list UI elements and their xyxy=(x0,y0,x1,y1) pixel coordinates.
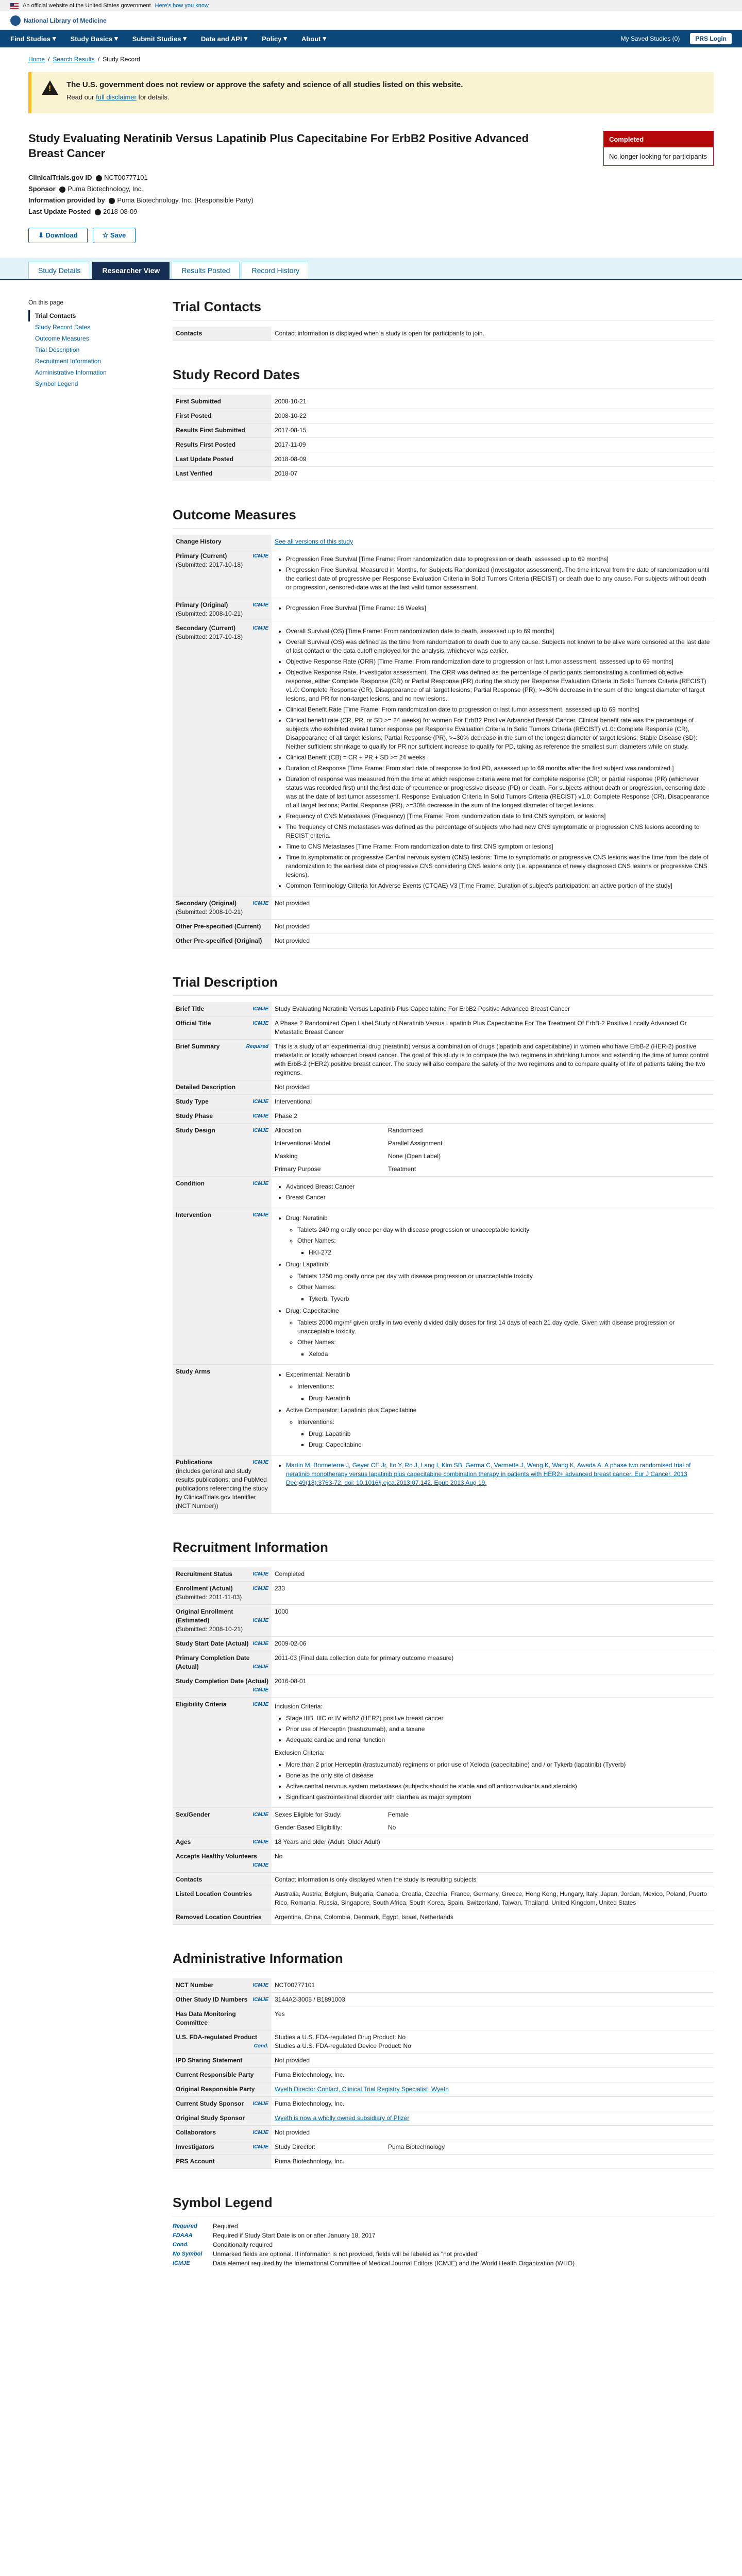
icmje-tag: ICMJE xyxy=(252,602,268,608)
tab-study-details[interactable]: Study Details xyxy=(28,262,90,279)
recruitment-section xyxy=(173,1539,714,1925)
field-value: 1000 xyxy=(272,1605,714,1637)
field-label: Sex/Gender xyxy=(176,1811,210,1818)
nav-study-basics[interactable]: Study Basics ▾ xyxy=(70,35,118,43)
arm-int-label: Interventions: xyxy=(297,1383,335,1390)
field-sub: (Submitted: 2017-10-18) xyxy=(176,633,243,640)
nav-about[interactable]: About ▾ xyxy=(301,35,327,43)
list-item: • Common Terminology Criteria for Adverse Events (CTCAE) V3 [Time Frame: Duration of subject's participation: an active portion of the study] xyxy=(286,882,711,890)
field-value: Puma Biotechnology, Inc. xyxy=(272,2068,714,2082)
tab-results-posted[interactable]: Results Posted xyxy=(172,262,240,279)
intervention-desc: ◦ Tablets 240 mg orally once per day with disease progression or unacceptable toxicity xyxy=(297,1226,711,1234)
field-value: 2017-08-15 xyxy=(272,423,714,438)
field-sub: (Submitted: 2017-10-18) xyxy=(176,561,243,568)
nav-submit-studies[interactable]: Submit Studies ▾ xyxy=(132,35,187,43)
sidebar-item-record-dates[interactable]: Study Record Dates xyxy=(35,324,91,331)
status-badge xyxy=(603,131,714,166)
legend-row xyxy=(173,2241,714,2248)
study-id: NCT00777101 xyxy=(104,174,148,181)
record-dates-section xyxy=(173,367,714,481)
field-label: NCT Number xyxy=(176,1981,214,1989)
field-label: Collaborators xyxy=(176,2129,216,2136)
sidebar-item-outcome-measures[interactable]: Outcome Measures xyxy=(35,335,89,342)
disclaimer-text: Read our full disclaimer for details. xyxy=(66,93,170,101)
cond-tag: Cond. xyxy=(254,2043,268,2049)
chevron-down-icon: ▾ xyxy=(114,35,118,42)
icmje-tag: ICMJE xyxy=(252,1664,268,1670)
disclaimer-alert xyxy=(28,72,714,113)
design-key: Masking xyxy=(275,1153,298,1160)
info-icon xyxy=(95,209,101,215)
icmje-tag: ICMJE xyxy=(252,1641,268,1647)
study-last-update: 2018-08-09 xyxy=(103,208,138,215)
field-value: 2018-07 xyxy=(272,467,714,481)
field-value: Contact information is displayed when a study is open for participants to join. xyxy=(272,327,714,341)
list-item: • Clinical Benefit Rate [Time Frame: From randomization date to progression or last tumor assessment, assessed up to 69 months] xyxy=(286,705,711,714)
design-key: Allocation xyxy=(275,1127,302,1134)
sex-key: Gender Based Eligibility: xyxy=(275,1824,342,1831)
field-label: Last Update Posted xyxy=(173,452,272,467)
field-value: 2016-08-01 xyxy=(272,1674,714,1698)
field-sub: (includes general and study results publications; and PubMed publications referencing the study by ClinicalTrials.gov Identifier (NCT Number)) xyxy=(176,1467,268,1510)
legend-text: Conditionally required xyxy=(213,2241,273,2248)
inclusion-heading: Inclusion Criteria: xyxy=(275,1703,323,1710)
field-value: Argentina, China, Colombia, Denmark, Egypt, Israel, Netherlands xyxy=(272,1910,714,1925)
arm-int: ▪ Drug: Lapatinib xyxy=(309,1430,711,1438)
other-name: ▪ Xeloda xyxy=(309,1350,711,1359)
icmje-tag: ICMJE xyxy=(252,1982,268,1988)
list-item: • Active central nervous system metastases (subjects should be stable and off anticonvulsants and steroids) xyxy=(286,1782,711,1791)
legend-symbol: FDAAA xyxy=(173,2232,193,2239)
icmje-tag: ICMJE xyxy=(252,1839,268,1845)
section-title: Study Record Dates xyxy=(173,367,714,388)
list-item: • Progression Free Survival, Measured in Months, for Subjects Randomized (Investigator assessment). The time interval from the date of randomization until the earliest date of progressive per Response Evaluation Criteria in Solid Tumors Criteria (RECIST) or death due to any cause. For subjects without death or progression, censored-date was at the last valid tumor assessment. xyxy=(286,566,711,592)
main-content xyxy=(152,299,714,2293)
study-sponsor: Puma Biotechnology, Inc. xyxy=(68,185,143,193)
info-icon xyxy=(59,187,65,193)
arm-int: ▪ Drug: Capecitabine xyxy=(309,1440,711,1449)
field-label: Study Completion Date (Actual) xyxy=(176,1677,269,1685)
icmje-tag: ICMJE xyxy=(252,1812,268,1818)
field-value: 233 xyxy=(272,1582,714,1605)
other-names-label: Other Names: xyxy=(297,1237,336,1244)
sex-grid xyxy=(275,1810,711,1832)
list-item: • Time to symptomatic or progressive Central nervous system (CNS) lesions: Time to symptomatic or progressive CNS lesions was the time from the date of randomization to the earliest date of progressive CNS considering CNS lesions only (i.e. appearance of newly diagnosed CNS lesions or progressive CNS lesions). xyxy=(286,853,711,879)
list-item: • Prior use of Herceptin (trastuzumab), and a taxane xyxy=(286,1725,711,1734)
legend-symbol: No Symbol xyxy=(173,2251,203,2257)
orig-responsible-link[interactable]: Wyeth Director Contact, Clinical Trial Registry Specialist, Wyeth xyxy=(275,2086,449,2093)
icmje-tag: ICMJE xyxy=(252,1099,268,1105)
legend-row xyxy=(173,2223,714,2230)
other-name: ▪ HKI-272 xyxy=(309,1248,711,1257)
bookmark-icon: ☆ xyxy=(102,231,109,239)
sex-key: Sexes Eligible for Study: xyxy=(275,1811,342,1818)
field-value: Yes xyxy=(272,2007,714,2030)
design-value: None (Open Label) xyxy=(388,1153,441,1160)
intervention-desc: ◦ Tablets 2000 mg/m² given orally in two evenly divided daily doses for first 14 days of each 21 day cycle. Given with disease progression or unacceptable toxicity. xyxy=(297,1318,711,1336)
status-note: No longer looking for participants xyxy=(604,147,713,165)
legend-symbol: Required xyxy=(173,2223,197,2229)
sidebar-heading: On this page xyxy=(28,299,64,306)
section-title: Symbol Legend xyxy=(173,2195,714,2216)
legend-text: Required xyxy=(213,2223,238,2230)
site-header xyxy=(0,11,742,30)
outcome-measures-section xyxy=(173,507,714,948)
inv-name: Puma Biotechnology xyxy=(388,2143,445,2150)
field-label: Listed Location Countries xyxy=(173,1887,272,1910)
publication-link[interactable]: Martin M, Bonneterre J, Geyer CE Jr, Ito Y, Ro J, Lang I, Kim SB, Germa C, Vermette J, Wang K, Wang K, Awada A. A phase two randomised trial of neratinib monotherapy versus lapatinib plus capecitabine combination therapy in patients with HER2+ advanced breast cancer. Eur J Cancer. 2013 Dec;49(18):3763-72. doi: 10.1016/j.ejca.2013.07.142. Epub 2013 Aug 19. xyxy=(286,1462,691,1486)
field-value: Not provided xyxy=(272,1080,714,1095)
icmje-tag: ICMJE xyxy=(252,901,268,906)
field-sub: (Submitted: 2008-10-21) xyxy=(176,610,243,617)
design-key: Primary Purpose xyxy=(275,1165,321,1173)
field-label: Contacts xyxy=(173,1873,272,1887)
icmje-tag: ICMJE xyxy=(252,1113,268,1119)
legend-text: Data element required by the International Committee of Medical Journal Editors (ICMJE) and the World Health Organization (WHO) xyxy=(213,2260,575,2267)
section-title: Trial Description xyxy=(173,974,714,996)
list-item: • Clinical Benefit (CB) = CR + PR + SD >= 24 weeks xyxy=(286,753,711,762)
symbol-legend-section xyxy=(173,2195,714,2267)
field-label: Contacts xyxy=(173,327,272,341)
required-tag: Required xyxy=(246,1044,268,1049)
study-info: Puma Biotechnology, Inc. (Responsible Party) xyxy=(117,196,254,204)
list-item: • Adequate cardiac and renal function xyxy=(286,1736,711,1744)
field-label: Detailed Description xyxy=(173,1080,272,1095)
list-item: • Advanced Breast Cancer xyxy=(286,1182,711,1191)
design-value: Randomized xyxy=(388,1127,423,1134)
field-sub: (Submitted: 2011-11-03) xyxy=(176,1594,242,1601)
icmje-tag: ICMJE xyxy=(252,2144,268,2150)
info-icon xyxy=(109,198,115,204)
legend-text: Required if Study Start Date is on or after January 18, 2017 xyxy=(213,2232,376,2239)
nav-find-studies[interactable]: Find Studies ▾ xyxy=(10,35,56,43)
design-key: Interventional Model xyxy=(275,1140,331,1147)
breadcrumb-home[interactable]: Home xyxy=(28,56,45,63)
icmje-tag: ICMJE xyxy=(252,1212,268,1218)
fda-device: Studies a U.S. FDA-regulated Device Product: No xyxy=(275,2042,411,2049)
field-label: Results First Posted xyxy=(173,438,272,452)
trial-description-section xyxy=(173,974,714,1514)
section-title: Outcome Measures xyxy=(173,507,714,529)
field-label: IPD Sharing Statement xyxy=(173,2054,272,2068)
field-value: No xyxy=(272,1850,714,1873)
us-flag-icon xyxy=(10,3,19,9)
list-item: • Objective Response Rate (ORR) [Time Frame: From randomization date to progression or last tumor assessment, assessed up to 69 months] xyxy=(286,657,711,666)
list-item: • Clinical benefit rate (CR, PR, or SD >= 24 weeks) for women For ErbB2 Positive Advanced Breast Cancer. Clinical benefit rate was the percentage of subjects who exhibited overall tumor response per Response Evaluation Criteria In Solid Tumors Criteria (RECIST) v1.0: Complete Response (CR), Disappearance of all target lesions; Partial Response (PR), >=30% decrease in the sum of the longest diameter of target lesions; Stable Disease (SD): Neither sufficient shrinkage to qualify for PR nor sufficient increase to qualify for PD, taking as reference the smallest sum diameters while on study. xyxy=(286,716,711,751)
field-label: Study Phase xyxy=(176,1112,213,1120)
trial-contacts-section xyxy=(173,299,714,341)
field-label: Study Arms xyxy=(173,1365,272,1455)
field-value: 2009-02-06 xyxy=(272,1637,714,1651)
field-value: Completed xyxy=(272,1567,714,1582)
field-value: Not provided xyxy=(272,896,714,920)
list-item: • Stage IIIB, IIIC or IV erbB2 (HER2) positive breast cancer xyxy=(286,1714,711,1723)
section-title: Administrative Information xyxy=(173,1951,714,1972)
section-title: Recruitment Information xyxy=(173,1539,714,1561)
record-tabs xyxy=(0,258,742,280)
field-value: Not provided xyxy=(272,2054,714,2068)
field-value: Interventional xyxy=(272,1095,714,1109)
other-names-label: Other Names: xyxy=(297,1283,336,1291)
study-meta: ClinicalTrials.gov ID NCT00777101 Sponsor Puma Biotechnology, Inc. Information provided by Puma Biotechnology, Inc. (Responsible Party) Last Update Posted 2018-08-09 xyxy=(28,174,254,215)
design-grid xyxy=(275,1126,711,1174)
icmje-tag: ICMJE xyxy=(252,1571,268,1577)
field-label: Has Data Monitoring Committee xyxy=(173,2007,272,2030)
icmje-tag: ICMJE xyxy=(252,1586,268,1591)
field-value: NCT00777101 xyxy=(272,1978,714,1993)
list-item: • Frequency of CNS Metastases (Frequency) [Time Frame: From randomization date to first CNS symptom, or lesions] xyxy=(286,812,711,821)
field-label: Original Responsible Party xyxy=(173,2082,272,2097)
design-value: Treatment xyxy=(388,1165,416,1173)
field-value: Not provided xyxy=(272,920,714,934)
warning-icon: ! xyxy=(42,80,58,95)
orig-sponsor-link[interactable]: Wyeth is now a wholly owned subsidiary of Pfizer xyxy=(275,2114,410,2122)
field-label: Current Study Sponsor xyxy=(176,2100,244,2107)
icmje-tag: ICMJE xyxy=(252,2130,268,2136)
investigators-grid xyxy=(275,2143,711,2151)
field-value: 3144A2-3005 / B1891003 xyxy=(272,1993,714,2007)
chevron-down-icon: ▾ xyxy=(244,35,248,42)
list-item: • Duration of response was measured from the time at which response criteria were met for complete response (CR) or partial response (PR) (whichever status was recorded first) until the first date of recurrence or progressive disease (PD) or death. For subjects without death or progression, censoring date was at the date of last tumor assessment. Response Evaluation Criteria In Solid Tumors Criteria (RECIST) v1.0: Complete Response (CR), Disappearance of all target lesions; Partial Response (PR), >=30% decrease in the sum of the longest diameter of target lesions. xyxy=(286,775,711,810)
list-item: • Duration of Response [Time Frame: From start date of response to first PD, assessed up to 69 months after the first subject was randomized.] xyxy=(286,764,711,773)
breadcrumb-sep: / xyxy=(48,56,50,63)
field-value: Study Evaluating Neratinib Versus Lapatinib Plus Capecitabine For ErbB2 Positive Advanced Breast Cancer xyxy=(272,1002,714,1016)
sidebar-item-administrative[interactable]: Administrative Information xyxy=(35,369,107,376)
main-nav xyxy=(0,30,742,47)
field-value: Puma Biotechnology, Inc. xyxy=(272,2097,714,2111)
field-label: Eligibility Criteria xyxy=(176,1701,227,1708)
tab-researcher-view[interactable]: Researcher View xyxy=(92,262,170,279)
icmje-tag: ICMJE xyxy=(252,1702,268,1707)
field-label: Study Design xyxy=(176,1127,215,1134)
field-label: Recruitment Status xyxy=(176,1570,233,1578)
nav-policy[interactable]: Policy ▾ xyxy=(262,35,287,43)
status-text: Completed xyxy=(604,131,713,147)
field-value: Not provided xyxy=(272,2126,714,2140)
list-item: • Significant gastrointestinal disorder with diarrhea as major symptom xyxy=(286,1793,711,1802)
field-label: Removed Location Countries xyxy=(173,1910,272,1925)
field-label: Primary (Current) xyxy=(176,552,227,560)
list-item: • Progression Free Survival [Time Frame: 16 Weeks] xyxy=(286,604,711,613)
icmje-tag: ICMJE xyxy=(252,2101,268,2107)
administrative-section xyxy=(173,1951,714,2169)
icmje-tag: ICMJE xyxy=(252,1997,268,2003)
sidebar-item-symbol-legend[interactable]: Symbol Legend xyxy=(35,380,78,387)
field-label: Last Verified xyxy=(173,467,272,481)
field-label: Brief Title xyxy=(176,1005,205,1012)
field-value: Phase 2 xyxy=(272,1109,714,1124)
field-label: PRS Account xyxy=(173,2155,272,2169)
field-value: 2008-10-22 xyxy=(272,409,714,423)
field-label: Primary Completion Date (Actual) xyxy=(176,1654,250,1670)
field-label: Condition xyxy=(176,1180,205,1187)
list-item: • Progression Free Survival [Time Frame: From randomization date to progression or death, assessed up to 69 months] xyxy=(286,555,711,564)
section-title: Trial Contacts xyxy=(173,299,714,320)
legend-row xyxy=(173,2250,714,2258)
field-label: U.S. FDA-regulated Product xyxy=(176,2033,258,2041)
field-value: 2011-03 (Final data collection date for primary outcome measure) xyxy=(272,1651,714,1674)
arm-name: Experimental: Neratinib xyxy=(286,1371,350,1378)
icmje-tag: ICMJE xyxy=(252,625,268,631)
chevron-down-icon: ▾ xyxy=(283,35,287,42)
field-value: Not provided xyxy=(272,934,714,948)
field-label: Intervention xyxy=(176,1211,211,1218)
field-sub: (Submitted: 2008-10-21) xyxy=(176,1625,243,1633)
info-icon xyxy=(96,175,102,181)
field-label: Brief Summary xyxy=(176,1043,220,1050)
list-item: • Time to CNS Metastases [Time Frame: From randomization date to first CNS symptom or lesions] xyxy=(286,842,711,851)
arm-name: Active Comparator: Lapatinib plus Capecitabine xyxy=(286,1406,417,1414)
field-label: Investigators xyxy=(176,2143,214,2150)
field-label: First Submitted xyxy=(173,395,272,409)
sex-value: No xyxy=(388,1824,396,1831)
field-value: 2008-10-21 xyxy=(272,395,714,409)
intervention-name: Drug: Lapatinib xyxy=(286,1261,328,1268)
gov-banner xyxy=(0,0,742,11)
field-label: Study Start Date (Actual) xyxy=(176,1640,249,1647)
breadcrumb-search[interactable]: Search Results xyxy=(53,56,95,63)
field-label: Primary (Original) xyxy=(176,601,228,608)
field-label: Secondary (Current) xyxy=(176,624,236,632)
intervention-name: Drug: Capecitabine xyxy=(286,1307,339,1314)
legend-text: Unmarked fields are optional. If information is not provided, fields will be labeled as "not provided" xyxy=(213,2250,480,2258)
field-label: Study Type xyxy=(176,1098,209,1105)
page-sidebar xyxy=(28,299,152,2293)
field-value: A Phase 2 Randomized Open Label Study of Neratinib Versus Lapatinib Plus Capecitabine For The Treatment Of ErbB-2 Positive Locally Advanced Or Metastatic Breast Cancer xyxy=(272,1016,714,1040)
field-label: Results First Submitted xyxy=(173,423,272,438)
field-label: Original Study Sponsor xyxy=(173,2111,272,2126)
field-value: Australia, Austria, Belgium, Bulgaria, Canada, Croatia, Czechia, France, Germany, Greece, Hong Kong, Hungary, Italy, Japan, Jordan, Mexico, Poland, Puerto Rico, Romania, Russia, Singapore, South Africa, South Korea, Spain, Switzerland, Taiwan, Thailand, United Kingdom, United States xyxy=(272,1887,714,1910)
list-item: • Bone as the only site of disease xyxy=(286,1771,711,1780)
field-label: Other Study ID Numbers xyxy=(176,1996,248,2003)
icmje-tag: ICMJE xyxy=(252,1128,268,1133)
field-label: Change History xyxy=(173,535,272,549)
field-value: This is a study of an experimental drug (neratinib) versus a combination of drugs (lapatinib and capecitabine) in women who have ErbB-2 (HER-2) positive metastatic or locally advanced breast cancer. The goal of this study is to compare the two regimens in shrinking tumors and extending the time of tumor control with ErbB-2 (HER2) positive breast cancer. The study will also compare the safety of the two regimens and to compare quality of life of patients taking the two regimens. xyxy=(272,1040,714,1080)
sidebar-item-trial-description[interactable]: Trial Description xyxy=(35,346,80,353)
list-item: • Overall Survival (OS) was defined as the time from randomization to death due to any cause. Subjects not known to be alive were censored at the last date of last contact or the data cutoff employed for the analysis, whichever was earlier. xyxy=(286,638,711,655)
field-value: 18 Years and older (Adult, Older Adult) xyxy=(272,1835,714,1850)
arm-int-label: Interventions: xyxy=(297,1418,335,1426)
legend-symbol: ICMJE xyxy=(173,2260,190,2266)
field-label: Official Title xyxy=(176,1020,211,1027)
chevron-down-icon: ▾ xyxy=(323,35,327,42)
download-button[interactable]: ⬇ Download xyxy=(28,228,88,243)
gov-banner-text: An official website of the United States government xyxy=(23,3,151,9)
tab-record-history[interactable]: Record History xyxy=(242,262,309,279)
breadcrumb-current: Study Record xyxy=(103,56,140,63)
field-label: Accepts Healthy Volunteers xyxy=(176,1853,257,1860)
list-item: • The frequency of CNS metastases was defined as the percentage of subjects who had new CNS symptomatic or progression CNS lesions according to RECIST criteria. xyxy=(286,823,711,840)
field-label: Secondary (Original) xyxy=(176,900,237,907)
exclusion-heading: Exclusion Criteria: xyxy=(275,1749,325,1756)
icmje-tag: ICMJE xyxy=(252,553,268,559)
field-value: 2017-11-09 xyxy=(272,438,714,452)
field-label: Original Enrollment (Estimated) xyxy=(176,1608,233,1624)
icmje-tag: ICMJE xyxy=(252,1006,268,1012)
icmje-tag: ICMJE xyxy=(252,1687,268,1693)
field-label: Current Responsible Party xyxy=(173,2068,272,2082)
list-item: • More than 2 prior Herceptin (trastuzumab) regimens or prior use of Xeloda (capecitabine) and / or Tykerb (lapatinib) (Tyverb) xyxy=(286,1760,711,1769)
field-value: 2018-08-09 xyxy=(272,452,714,467)
nav-data-api[interactable]: Data and API ▾ xyxy=(200,35,248,43)
save-button[interactable]: ☆ Save xyxy=(93,228,136,243)
nlm-brand-text: National Library of Medicine xyxy=(24,16,107,24)
study-actions xyxy=(28,228,714,243)
study-title: Study Evaluating Neratinib Versus Lapatinib Plus Capecitabine For ErbB2 Positive Advanced Breast Cancer xyxy=(28,132,529,160)
other-names-label: Other Names: xyxy=(297,1338,336,1346)
prs-login-button[interactable]: PRS Login xyxy=(690,33,732,44)
sidebar-item-trial-contacts[interactable]: Trial Contacts xyxy=(28,310,152,321)
chevron-down-icon: ▾ xyxy=(53,35,56,42)
legend-row xyxy=(173,2260,714,2267)
intervention-desc: ◦ Tablets 1250 mg orally once per day with disease progression or unacceptable toxicity xyxy=(297,1272,711,1281)
field-label: Ages xyxy=(176,1838,191,1845)
arm-int: ▪ Drug: Neratinib xyxy=(309,1394,711,1403)
field-label: First Posted xyxy=(173,409,272,423)
field-value: Puma Biotechnology, Inc. xyxy=(272,2155,714,2169)
saved-studies-link[interactable]: My Saved Studies (0) xyxy=(620,35,680,42)
sex-value: Female xyxy=(388,1811,409,1818)
breadcrumb xyxy=(0,47,742,63)
nlm-logo-icon xyxy=(10,15,21,26)
other-name: ▪ Tykerb, Tyverb xyxy=(309,1295,711,1303)
icmje-tag: ICMJE xyxy=(252,1181,268,1187)
breadcrumb-sep: / xyxy=(97,56,100,63)
field-label: Publications xyxy=(176,1459,213,1466)
list-item: • Overall Survival (OS) [Time Frame: From randomization date to death, assessed up to 69 months] xyxy=(286,627,711,636)
icmje-tag: ICMJE xyxy=(252,1021,268,1026)
field-label: Other Pre-specified (Original) xyxy=(173,934,272,948)
icmje-tag: ICMJE xyxy=(252,1460,268,1465)
inv-role: Study Director: xyxy=(275,2143,316,2150)
fda-drug: Studies a U.S. FDA-regulated Drug Product: No xyxy=(275,2033,406,2041)
nlm-logo[interactable] xyxy=(10,15,107,26)
icmje-tag: ICMJE xyxy=(252,1862,268,1868)
field-label: Enrollment (Actual) xyxy=(176,1585,233,1592)
study-title-row xyxy=(28,131,714,166)
legend-row xyxy=(173,2232,714,2239)
list-item: • Objective Response Rate, Investigator assessment. The ORR was defined as the percentage of participants demonstrating a confirmed objective response, either Complete Response (CR) or Partial Response (PR) during the study per Response Evaluation Criteria In Solid Tumors Criteria (RECIST) v1.0: Complete Response (CR), Disappearance of all target lesions; Partial Response (PR), >=30% decrease in the sum of the longest diameter of target lesions, and PR for non-target lesions, and no new lesions. xyxy=(286,668,711,703)
legend-symbol: Cond. xyxy=(173,2242,189,2248)
disclaimer-title: The U.S. government does not review or approve the safety and science of all studies listed on this website. xyxy=(66,80,463,89)
field-sub: (Submitted: 2008-10-21) xyxy=(176,908,243,916)
design-value: Parallel Assignment xyxy=(388,1140,443,1147)
icmje-tag: ICMJE xyxy=(252,1618,268,1623)
chevron-down-icon: ▾ xyxy=(183,35,187,42)
field-value: Contact information is only displayed when the study is recruiting subjects xyxy=(272,1873,714,1887)
gov-banner-link[interactable]: Here's how you know xyxy=(155,3,209,9)
sidebar-item-recruitment[interactable]: Recruitment Information xyxy=(35,358,102,365)
disclaimer-link[interactable]: full disclaimer xyxy=(96,93,137,101)
change-history-link[interactable]: See all versions of this study xyxy=(275,538,353,545)
download-icon: ⬇ xyxy=(38,231,44,239)
intervention-name: Drug: Neratinib xyxy=(286,1214,328,1222)
list-item: • Breast Cancer xyxy=(286,1193,711,1202)
field-label: Other Pre-specified (Current) xyxy=(173,920,272,934)
